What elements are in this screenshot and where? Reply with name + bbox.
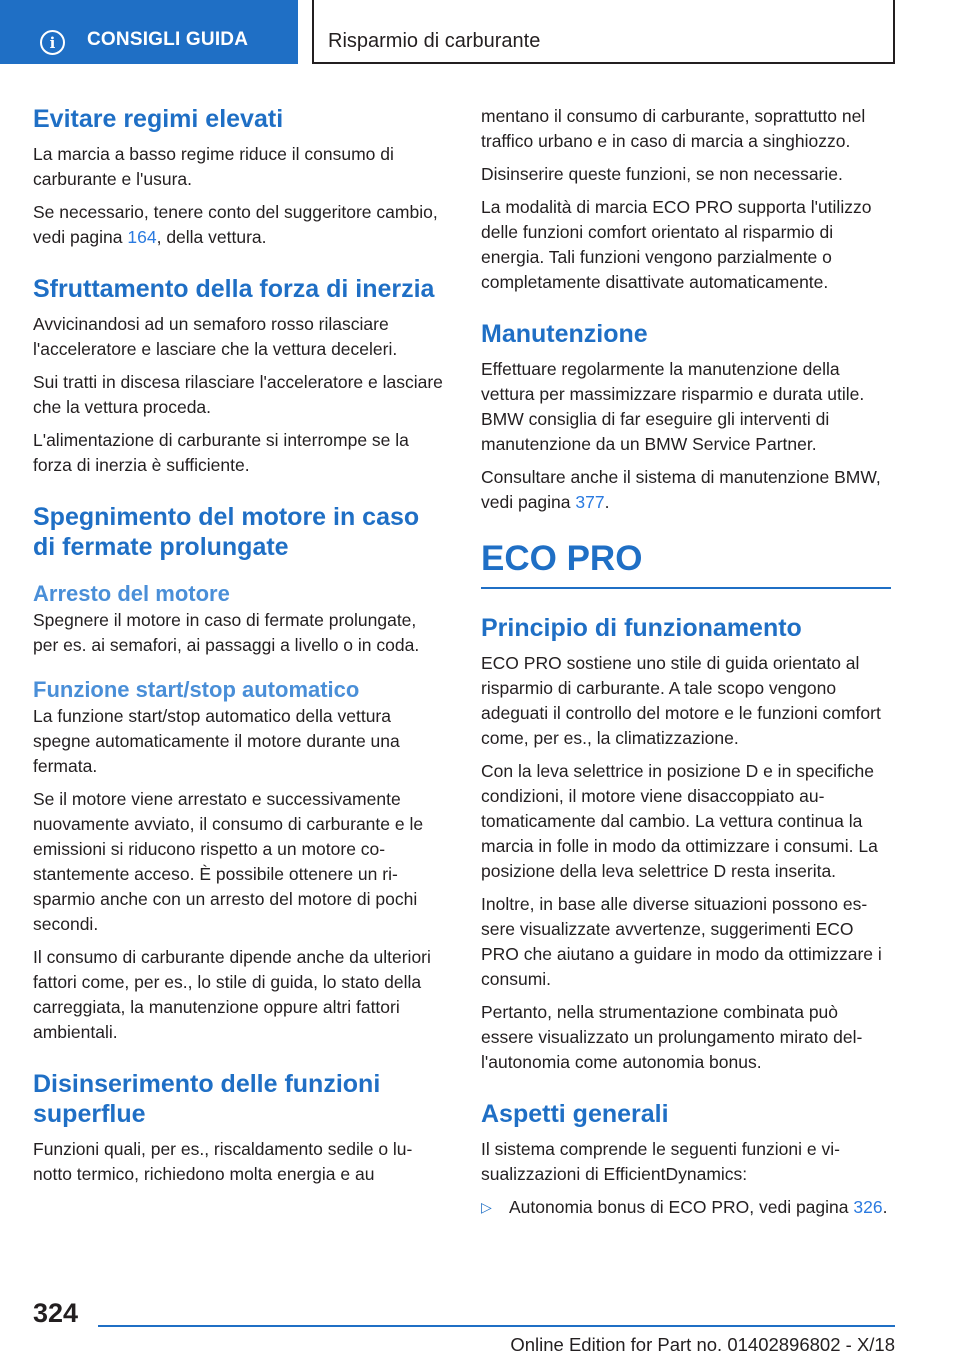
paragraph: La modalità di marcia ECO PRO supporta l'utilizzo delle funzioni comfort orientato al risparmio di energia. Tali funzioni vengono parzialmente o completamente disattivate automaticamente. [481,197,872,292]
list-item-text [509,1195,887,1220]
heading-spegnimento-motore: Spegnimento del motore in caso di fermate prolungate [33,503,420,561]
footer-divider [98,1325,895,1327]
paragraph: Spegnere il motore in caso di fermate prolungate, per es. ai semafori, ai passaggi a livello o in coda. [33,610,420,655]
paragraph: Avvicinandosi ad un semaforo rosso rilasciare l'acceleratore e lasciare che la vettura deceleri. [33,314,398,359]
page-link-377[interactable]: 377 [575,492,605,512]
text-run: Consultare anche il sistema di manutenzione BMW, vedi pagina [481,467,881,512]
heading-manutenzione: Manutenzione [481,320,648,348]
section-title: Risparmio di carburante [328,30,541,52]
chapter-tab[interactable] [0,0,298,64]
paragraph: Inoltre, in base alle diverse situazioni possono essere visualizzate avvertenze, suggerimenti ECO PRO che aiutano a guidare in modo da ottimizzare i consumi. [481,894,882,989]
paragraph: Se il motore viene arrestato e successivamente nuovamente avviato, il consumo di carburante e le emissioni si riducono rispetto a un motore costantemente acceso. È possibile ottenere un risparmio anche con un arresto del motore di pochi secondi. [33,789,424,934]
paragraph: L'alimentazione di carburante si interrompe se la forza di inerzia è sufficiente. [33,430,409,475]
bullet-triangle-icon: ▷ [481,1199,492,1215]
heading-aspetti-generali: Aspetti generali [481,1100,669,1128]
text-run: , della vettura. [156,227,267,247]
paragraph: ECO PRO sostiene uno stile di guida orientato al risparmio di carburante. A tale scopo vengono adeguati il controllo del motore e le funzioni comfort come, per es., la climatizzazione. [481,653,881,748]
paragraph: Funzioni quali, per es., riscaldamento sedile o lunotto termico, richiedono molta energia e au [33,1139,413,1184]
left-column [33,104,443,1187]
paragraph: Disinserire queste funzioni, se non necessarie. [481,164,843,184]
heading-forza-inerzia: Sfruttamento della forza di inerzia [33,275,435,303]
page-link-326[interactable]: 326 [853,1197,883,1217]
paragraph: Effettuare regolarmente la manutenzione della vettura per massimizzare risparmio e durata utile. BMW consiglia di far eseguire gli interventi di manutenzione da un BMW Service Partner. [481,359,865,454]
heading-principio-funzionamento: Principio di funzionamento [481,614,802,642]
page-number: 324 [33,1298,79,1328]
paragraph: Pertanto, nella strumentazione combinata può essere visualizzato un prolungamento mirato dell'autonomia come autonomia bonus. [481,1002,863,1072]
subheading-start-stop: Funzione start/stop automatico [33,677,360,702]
paragraph: La marcia a basso regime riduce il consumo di carburante e l'usura. [33,144,394,189]
paragraph: Il sistema comprende le seguenti funzioni e visualizzazioni di EfficientDynamics: [481,1139,840,1184]
right-column [481,104,891,1220]
chapter-tab-label: CONSIGLI GUIDA [87,29,249,50]
info-icon: i [40,30,65,55]
paragraph: mentano il consumo di carburante, soprattutto nel traffico urbano e in caso di marcia a singhiozzo. [481,106,866,151]
text-run: . [604,492,610,512]
list-item [481,1195,891,1220]
text-run: . [882,1197,888,1217]
paragraph: La funzione start/stop automatico della vettura spegne automaticamente il motore durante una fermata. [33,706,400,776]
text-run: Autonomia bonus di ECO PRO, vedi pagina [509,1197,854,1217]
paragraph: Con la leva selettrice in posizione D e in specifiche condizioni, il motore viene disaccoppiato automaticamente dal cambio. La vettura continua la marcia in folle in modo da ottimizzare i consumi. La posizione della leva selettrice D resta inserita. [481,761,878,881]
page-link-164[interactable]: 164 [127,227,157,247]
paragraph: Il consumo di carburante dipende anche da ulteriori fattori come, per es., lo stile di guida, lo stato della carreggiata, la manutenzione oppure altri fattori ambientali. [33,947,431,1042]
subheading-arresto-motore: Arresto del motore [33,581,230,606]
paragraph [481,465,891,515]
heading-evitare-regimi: Evitare regimi elevati [33,105,284,133]
heading-disinserimento-funzioni: Disinserimento delle funzioni superflue [33,1070,381,1128]
footer-edition-text: Online Edition for Part no. 01402896802 - X/18 [510,1334,895,1355]
chapter-title-eco-pro: ECO PRO [481,539,891,589]
paragraph [33,200,443,250]
section-header [312,0,895,64]
paragraph: Sui tratti in discesa rilasciare l'acceleratore e lasciare che la vettura proceda. [33,372,443,417]
text-run: Se necessario, tenere conto del suggeritore cambio, vedi pagina [33,202,438,247]
